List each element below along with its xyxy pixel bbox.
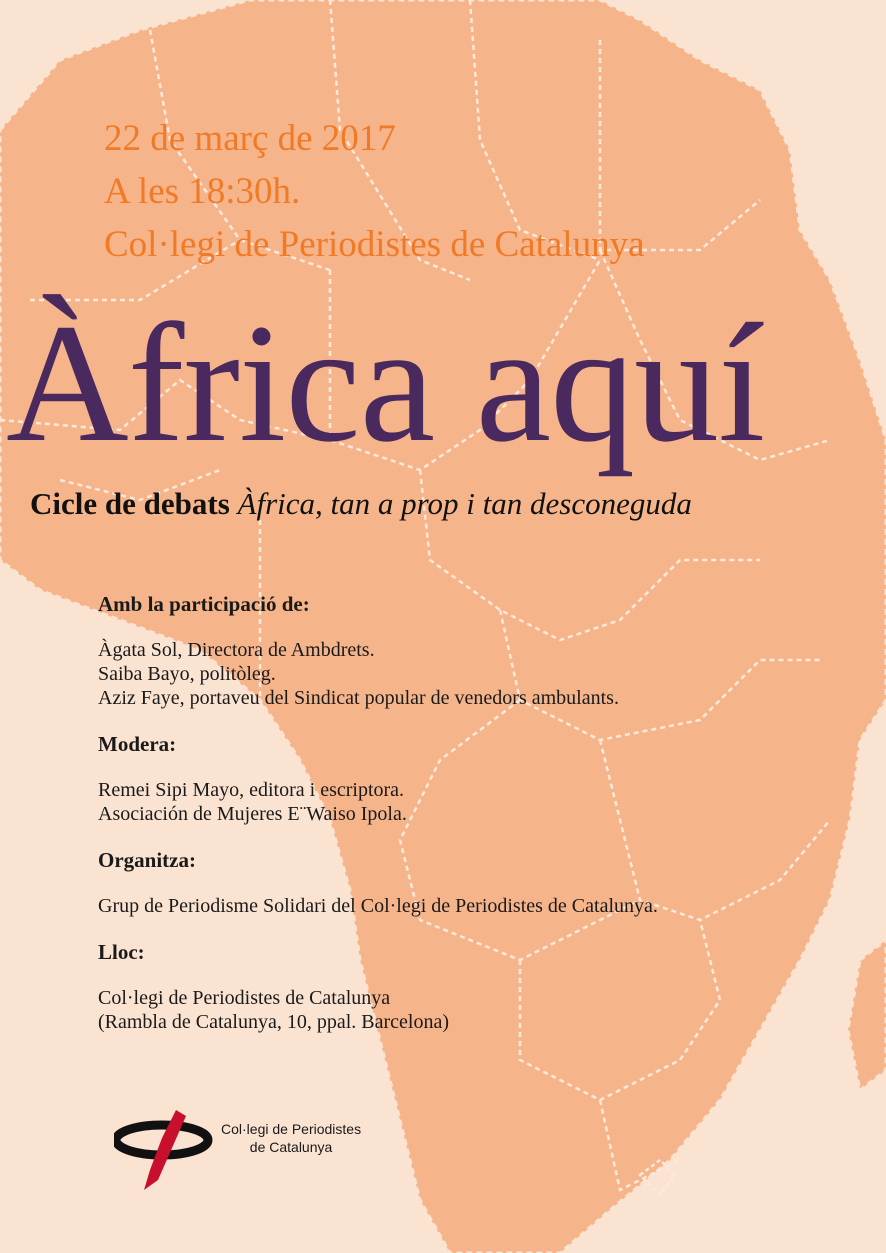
organizer-line: Grup de Periodisme Solidari del Col·legi de Periodistes de Catalunya. bbox=[98, 895, 658, 917]
section-heading: Amb la participació de: bbox=[98, 592, 310, 616]
moderator-line: Remei Sipi Mayo, editora i escriptora. bbox=[98, 779, 405, 801]
event-info bbox=[104, 112, 645, 271]
event-details bbox=[98, 592, 858, 1056]
event-time: A les 18:30h. bbox=[104, 171, 301, 212]
subtitle-italic: Àfrica, tan a prop i tan desconeguda bbox=[237, 486, 692, 521]
place-line: Col·legi de Periodistes de Catalunya bbox=[98, 987, 391, 1009]
participant-line: Aziz Faye, portaveu del Sindicat popular de venedors ambulants. bbox=[98, 687, 619, 709]
participant-line: Àgata Sol, Directora de Ambdrets. bbox=[98, 639, 375, 661]
section-heading: Organitza: bbox=[98, 848, 196, 872]
section-moderator bbox=[98, 732, 858, 826]
event-date: 22 de març de 2017 bbox=[104, 118, 396, 159]
logo-line-1: Col·legi de Periodistes bbox=[221, 1121, 362, 1137]
event-venue: Col·legi de Periodistes de Catalunya bbox=[104, 224, 645, 265]
participant-line: Saiba Bayo, politòleg. bbox=[98, 663, 276, 685]
logo-text bbox=[221, 1120, 361, 1156]
section-organizer bbox=[98, 848, 858, 918]
logo-line-2: de Catalunya bbox=[249, 1139, 333, 1155]
subtitle-bold: Cicle de debats bbox=[30, 486, 230, 521]
poster-title: Àfrica aquí bbox=[6, 289, 765, 477]
poster-subtitle bbox=[30, 486, 692, 522]
section-heading: Modera: bbox=[98, 732, 177, 756]
section-heading: Lloc: bbox=[98, 940, 145, 964]
moderator-line: Asociación de Mujeres E¨Waiso Ipola. bbox=[98, 803, 407, 825]
section-place bbox=[98, 940, 858, 1034]
place-line: (Rambla de Catalunya, 10, ppal. Barcelona) bbox=[98, 1011, 449, 1033]
section-participation bbox=[98, 592, 858, 710]
